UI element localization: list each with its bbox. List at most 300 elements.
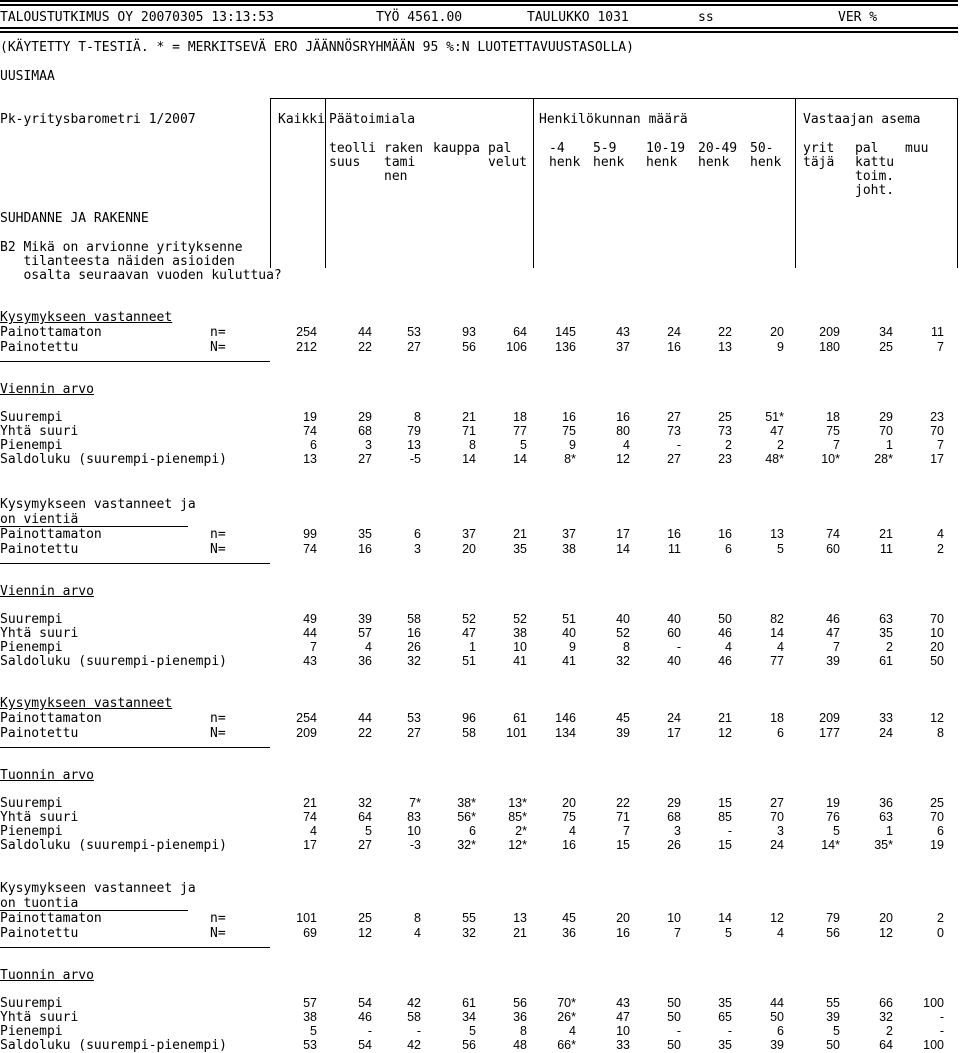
cell-value: 38* xyxy=(457,796,476,810)
cell-value: 5 xyxy=(365,824,372,838)
cell-value: 2 xyxy=(886,640,893,654)
cell-value: 50 xyxy=(930,654,944,668)
version-label: VER % xyxy=(838,10,878,25)
base-title: Kysymykseen vastanneet xyxy=(0,310,173,325)
row-label: Yhtä suuri xyxy=(0,424,79,439)
table-row xyxy=(0,527,960,542)
table-row xyxy=(0,810,960,825)
base-title: Kysymykseen vastanneet xyxy=(0,696,173,711)
cell-value: 18 xyxy=(770,711,784,725)
cell-value: 14 xyxy=(462,452,476,466)
table-row xyxy=(0,438,960,453)
cell-value: 17 xyxy=(616,527,630,541)
cell-value: 65 xyxy=(718,1010,732,1024)
cell-value: 37 xyxy=(616,340,630,354)
cell-value: 1 xyxy=(886,824,893,838)
cell-value: 8 xyxy=(414,911,421,925)
cell-value: 56 xyxy=(462,1038,476,1052)
cell-value: 37 xyxy=(462,527,476,541)
cell-value: 4 xyxy=(777,926,784,940)
cell-value: 39 xyxy=(826,654,840,668)
cell-value: 6 xyxy=(414,527,421,541)
cell-value: 42 xyxy=(407,1038,421,1052)
row-label: Pienempi xyxy=(0,824,63,839)
ss-label: ss xyxy=(698,10,714,25)
table-row xyxy=(0,1024,960,1039)
cell-value: - xyxy=(367,1024,372,1038)
column-header-2-line-1: raken xyxy=(384,141,424,156)
cell-value: 35 xyxy=(718,996,732,1010)
cell-value: 36 xyxy=(358,654,372,668)
cell-value: 35 xyxy=(513,542,527,556)
divider-industry xyxy=(533,98,534,268)
cell-value: 6 xyxy=(469,824,476,838)
cell-value: 75 xyxy=(562,424,576,438)
cell-value: 21 xyxy=(718,711,732,725)
cell-value: 13 xyxy=(718,340,732,354)
cell-value: 180 xyxy=(819,340,840,354)
cell-value: 69 xyxy=(303,926,317,940)
column-header-8-line-1: 20-49 xyxy=(698,141,738,156)
cell-value: 8 xyxy=(469,438,476,452)
cell-value: - xyxy=(676,438,681,452)
cell-value: 74 xyxy=(303,424,317,438)
cell-value: 16 xyxy=(616,410,630,424)
cell-value: 50 xyxy=(718,612,732,626)
cell-value: 60 xyxy=(826,542,840,556)
cell-value: 64 xyxy=(358,810,372,824)
cell-value: 100 xyxy=(923,1038,944,1052)
cell-value: 20 xyxy=(616,911,630,925)
column-header-3-line-1: kauppa xyxy=(433,141,480,156)
row-label: Painottamaton xyxy=(0,911,102,926)
divider-staff xyxy=(795,98,796,268)
cell-value: 63 xyxy=(879,612,893,626)
row-label: Painotettu xyxy=(0,340,79,355)
cell-value: 2 xyxy=(886,1024,893,1038)
table-row xyxy=(0,325,960,340)
cell-value: 14 xyxy=(718,911,732,925)
row-label: Suurempi xyxy=(0,612,63,627)
cell-value: 80 xyxy=(616,424,630,438)
cell-value: 6 xyxy=(777,1024,784,1038)
cell-value: 7 xyxy=(833,640,840,654)
cell-value: 45 xyxy=(562,911,576,925)
header-rule xyxy=(0,27,958,33)
cell-value: 71 xyxy=(462,424,476,438)
column-header-2-line-2: tami xyxy=(384,155,416,170)
base-title: Kysymykseen vastanneet ja xyxy=(0,497,196,512)
cell-value: 53 xyxy=(303,1038,317,1052)
cell-value: 16 xyxy=(562,838,576,852)
cell-value: 61 xyxy=(513,711,527,725)
cell-value: 136 xyxy=(555,340,576,354)
cell-value: 37 xyxy=(562,527,576,541)
base-marker: n= xyxy=(210,527,226,542)
cell-value: 21 xyxy=(303,796,317,810)
cell-value: 177 xyxy=(819,726,840,740)
cell-value: 11 xyxy=(668,542,681,556)
cell-value: 56 xyxy=(462,340,476,354)
header-top-rule xyxy=(270,98,958,99)
cell-value: 58 xyxy=(462,726,476,740)
cell-value: 61 xyxy=(462,996,476,1010)
cell-value: 14* xyxy=(821,838,840,852)
table-row xyxy=(0,711,960,726)
cell-value: 9 xyxy=(777,340,784,354)
cell-value: 52 xyxy=(616,626,630,640)
cell-value: 77 xyxy=(513,424,527,438)
cell-value: 47 xyxy=(770,424,784,438)
cell-value: 44 xyxy=(770,996,784,1010)
cell-value: 24 xyxy=(879,726,893,740)
group-staff: Henkilökunnan määrä xyxy=(539,112,688,127)
cell-value: 27 xyxy=(667,452,681,466)
cell-value: 7 xyxy=(833,438,840,452)
cell-value: 50 xyxy=(770,1010,784,1024)
cell-value: 20 xyxy=(770,325,784,339)
column-header-2-line-3: nen xyxy=(384,169,408,184)
cell-value: 56 xyxy=(826,926,840,940)
cell-value: 4 xyxy=(725,640,732,654)
cell-value: 46 xyxy=(358,1010,372,1024)
cell-value: 9 xyxy=(569,640,576,654)
cell-value: 70 xyxy=(770,810,784,824)
cell-value: 20 xyxy=(462,542,476,556)
cell-value: 71 xyxy=(616,810,630,824)
cell-value: 48 xyxy=(513,1038,527,1052)
section-title: SUHDANNE JA RAKENNE xyxy=(0,211,149,226)
group-industry: Päätoimiala xyxy=(329,112,416,127)
cell-value: 5 xyxy=(833,824,840,838)
cell-value: 7 xyxy=(937,340,944,354)
cell-value: 70 xyxy=(930,810,944,824)
table-row xyxy=(0,654,960,669)
base-separator xyxy=(0,947,270,948)
cell-value: 12 xyxy=(358,926,372,940)
table-row xyxy=(0,1010,960,1025)
row-label: Saldoluku (suurempi-pienempi) xyxy=(0,838,227,853)
cell-value: 8 xyxy=(623,640,630,654)
base-marker: N= xyxy=(210,340,226,355)
base-marker: N= xyxy=(210,726,226,741)
cell-value: 4 xyxy=(414,926,421,940)
cell-value: 6 xyxy=(937,824,944,838)
cell-value: 6 xyxy=(725,542,732,556)
cell-value: 32 xyxy=(407,654,421,668)
cell-value: 93 xyxy=(462,325,476,339)
divider-all xyxy=(325,98,326,268)
cell-value: 36 xyxy=(562,926,576,940)
cell-value: 42 xyxy=(407,996,421,1010)
cell-value: 49 xyxy=(303,612,317,626)
cell-value: 44 xyxy=(358,711,372,725)
cell-value: 32 xyxy=(879,1010,893,1024)
cell-value: 21 xyxy=(462,410,476,424)
base-separator xyxy=(0,563,270,564)
row-label: Pienempi xyxy=(0,1024,63,1039)
cell-value: 12* xyxy=(508,838,527,852)
column-header-1-line-2: suus xyxy=(329,155,361,170)
header-left-rule xyxy=(270,98,271,268)
cell-value: 66* xyxy=(557,1038,576,1052)
cell-value: 24 xyxy=(667,325,681,339)
cell-value: 35* xyxy=(874,838,893,852)
cell-value: 40 xyxy=(562,626,576,640)
cell-value: 47 xyxy=(616,1010,630,1024)
cell-value: 27 xyxy=(358,838,372,852)
cell-value: 4 xyxy=(310,824,317,838)
table-row xyxy=(0,838,960,853)
cell-value: 46 xyxy=(718,654,732,668)
cell-value: 33 xyxy=(879,711,893,725)
cell-value: 7 xyxy=(674,926,681,940)
column-header-10-line-2: täjä xyxy=(803,155,835,170)
cell-value: 8* xyxy=(564,452,576,466)
cell-value: 5 xyxy=(310,1024,317,1038)
cell-value: 16 xyxy=(667,340,681,354)
row-label: Painottamaton xyxy=(0,711,102,726)
cell-value: 76 xyxy=(826,810,840,824)
cell-value: 2* xyxy=(515,824,527,838)
cell-value: 19 xyxy=(930,838,944,852)
cell-value: 54 xyxy=(358,996,372,1010)
cell-value: 13 xyxy=(407,438,421,452)
base-marker: N= xyxy=(210,542,226,557)
cell-value: 56* xyxy=(457,810,476,824)
base-marker: n= xyxy=(210,325,226,340)
cell-value: 44 xyxy=(303,626,317,640)
cell-value: 43 xyxy=(616,996,630,1010)
base-title-line-2: on tuontia xyxy=(0,896,79,911)
cell-value: 27 xyxy=(770,796,784,810)
cell-value: 254 xyxy=(296,711,317,725)
cell-value: 3 xyxy=(365,438,372,452)
row-label: Suurempi xyxy=(0,996,63,1011)
column-header-6-line-2: henk xyxy=(593,155,625,170)
cell-value: 50 xyxy=(667,1010,681,1024)
base-separator xyxy=(0,747,270,748)
base-separator xyxy=(0,361,270,362)
cell-value: 68 xyxy=(667,810,681,824)
cell-value: 11 xyxy=(931,325,944,339)
cell-value: 70 xyxy=(930,612,944,626)
cell-value: 7 xyxy=(623,824,630,838)
cell-value: 70 xyxy=(879,424,893,438)
column-header-1-line-1: teolli xyxy=(329,141,376,156)
column-header-6-line-1: 5-9 xyxy=(593,141,617,156)
row-label: Yhtä suuri xyxy=(0,1010,79,1025)
cell-value: 14 xyxy=(770,626,784,640)
column-header-10-line-1: yrit xyxy=(803,141,835,156)
cell-value: 36 xyxy=(879,796,893,810)
cell-value: 50 xyxy=(667,996,681,1010)
cell-value: 20 xyxy=(930,640,944,654)
cell-value: 16 xyxy=(616,926,630,940)
table-row xyxy=(0,1038,960,1053)
cell-value: 64 xyxy=(879,1038,893,1052)
table-row xyxy=(0,824,960,839)
cell-value: 14 xyxy=(513,452,527,466)
column-header-7-line-2: henk xyxy=(646,155,678,170)
base-marker: N= xyxy=(210,926,226,941)
cell-value: 2 xyxy=(937,911,944,925)
cell-value: 74 xyxy=(826,527,840,541)
cell-value: 77 xyxy=(770,654,784,668)
cell-value: 16 xyxy=(407,626,421,640)
row-label: Suurempi xyxy=(0,410,63,425)
cell-value: 15 xyxy=(718,838,732,852)
cell-value: 79 xyxy=(826,911,840,925)
row-label: Painotettu xyxy=(0,926,79,941)
row-label: Painottamaton xyxy=(0,325,102,340)
cell-value: 21 xyxy=(513,926,527,940)
cell-value: 7* xyxy=(409,796,421,810)
cell-value: 16 xyxy=(718,527,732,541)
cell-value: 75 xyxy=(562,810,576,824)
cell-value: 5 xyxy=(833,1024,840,1038)
group-all: Kaikki xyxy=(278,112,325,127)
cell-value: 10 xyxy=(616,1024,630,1038)
cell-value: 12 xyxy=(770,911,784,925)
cell-value: 106 xyxy=(506,340,527,354)
cell-value: 51 xyxy=(562,612,576,626)
cell-value: 40 xyxy=(667,654,681,668)
cell-value: 3 xyxy=(777,824,784,838)
table-row xyxy=(0,612,960,627)
cell-value: 32* xyxy=(457,838,476,852)
cell-value: 27 xyxy=(407,726,421,740)
cell-value: - xyxy=(416,1024,421,1038)
cell-value: 17 xyxy=(930,452,944,466)
cell-value: - xyxy=(676,640,681,654)
cell-value: 83 xyxy=(407,810,421,824)
cell-value: 146 xyxy=(555,711,576,725)
cell-value: 58 xyxy=(407,1010,421,1024)
cell-value: 3 xyxy=(674,824,681,838)
cell-value: 39 xyxy=(826,1010,840,1024)
cell-value: 74 xyxy=(303,542,317,556)
cell-value: 27 xyxy=(358,452,372,466)
base-marker: n= xyxy=(210,711,226,726)
cell-value: 41 xyxy=(562,654,576,668)
cell-value: 26 xyxy=(667,838,681,852)
cell-value: 35 xyxy=(358,527,372,541)
column-header-5-line-1: -4 xyxy=(549,141,565,156)
group-position: Vastaajan asema xyxy=(803,112,921,127)
table-row xyxy=(0,726,960,741)
cell-value: 50 xyxy=(826,1038,840,1052)
cell-value: 38 xyxy=(513,626,527,640)
cell-value: 25 xyxy=(930,796,944,810)
column-header-11-line-3: toim. xyxy=(855,169,895,184)
cell-value: 47 xyxy=(826,626,840,640)
cell-value: 34 xyxy=(462,1010,476,1024)
cell-value: 27 xyxy=(667,410,681,424)
cell-value: 70* xyxy=(557,996,576,1010)
cell-value: 44 xyxy=(358,325,372,339)
cell-value: 99 xyxy=(303,527,317,541)
cell-value: 100 xyxy=(923,996,944,1010)
cell-value: 12 xyxy=(879,926,893,940)
cell-value: 26 xyxy=(407,640,421,654)
table-row xyxy=(0,452,960,467)
item-title: Viennin arvo xyxy=(0,584,94,599)
cell-value: 66 xyxy=(879,996,893,1010)
cell-value: 1 xyxy=(469,640,476,654)
cell-value: 40 xyxy=(616,612,630,626)
cell-value: 63 xyxy=(879,810,893,824)
item-title: Tuonnin arvo xyxy=(0,768,94,783)
cell-value: 61 xyxy=(879,654,893,668)
cell-value: 6 xyxy=(310,438,317,452)
cell-value: 29 xyxy=(667,796,681,810)
cell-value: 52 xyxy=(462,612,476,626)
cell-value: 10 xyxy=(667,911,681,925)
cell-value: 24 xyxy=(770,838,784,852)
column-header-11-line-2: kattu xyxy=(855,155,895,170)
cell-value: 40 xyxy=(667,612,681,626)
cell-value: 55 xyxy=(826,996,840,1010)
cell-value: 29 xyxy=(358,410,372,424)
cell-value: 51 xyxy=(462,654,476,668)
cell-value: 23 xyxy=(718,452,732,466)
cell-value: 39 xyxy=(770,1038,784,1052)
cell-value: 15 xyxy=(616,838,630,852)
cell-value: 85 xyxy=(718,810,732,824)
survey-title: Pk-yritysbarometri 1/2007 xyxy=(0,112,196,127)
cell-value: 1 xyxy=(886,438,893,452)
cell-value: 16 xyxy=(562,410,576,424)
table-row xyxy=(0,926,960,941)
column-header-5-line-2: henk xyxy=(549,155,581,170)
cell-value: 32 xyxy=(358,796,372,810)
cell-value: - xyxy=(676,1024,681,1038)
cell-value: 7 xyxy=(310,640,317,654)
cell-value: 25 xyxy=(718,410,732,424)
cell-value: 57 xyxy=(358,626,372,640)
cell-value: 82 xyxy=(770,612,784,626)
column-header-7-line-1: 10-19 xyxy=(646,141,686,156)
cell-value: - xyxy=(939,1024,944,1038)
cell-value: 8 xyxy=(414,410,421,424)
cell-value: 22 xyxy=(718,325,732,339)
cell-value: 46 xyxy=(826,612,840,626)
cell-value: 52 xyxy=(513,612,527,626)
cell-value: 46 xyxy=(718,626,732,640)
cell-value: 26* xyxy=(557,1010,576,1024)
row-label: Yhtä suuri xyxy=(0,810,79,825)
cell-value: 13* xyxy=(508,796,527,810)
cell-value: 12 xyxy=(718,726,732,740)
cell-value: 15 xyxy=(718,796,732,810)
cell-value: 57 xyxy=(303,996,317,1010)
cell-value: 75 xyxy=(826,424,840,438)
cell-value: 13 xyxy=(513,911,527,925)
base-title-line-2: on vientiä xyxy=(0,512,79,527)
cell-value: 32 xyxy=(616,654,630,668)
cell-value: 8 xyxy=(937,726,944,740)
cell-value: 20 xyxy=(879,911,893,925)
cell-value: 54 xyxy=(358,1038,372,1052)
cell-value: 79 xyxy=(407,424,421,438)
cell-value: 73 xyxy=(718,424,732,438)
cell-value: 209 xyxy=(819,711,840,725)
base-title: Kysymykseen vastanneet ja xyxy=(0,881,196,896)
cell-value: - xyxy=(727,1024,732,1038)
column-header-8-line-2: henk xyxy=(698,155,730,170)
cell-value: 101 xyxy=(506,726,527,740)
